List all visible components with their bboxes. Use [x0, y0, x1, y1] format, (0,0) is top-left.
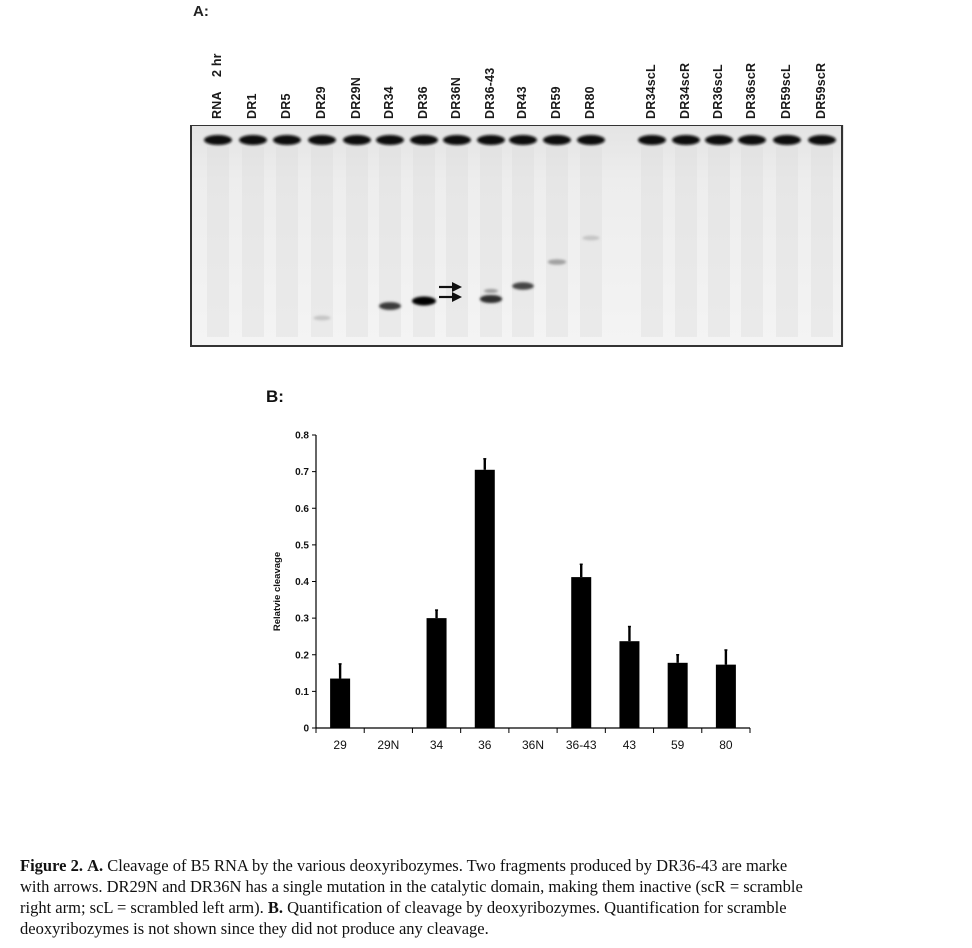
y-tick-label: 0.5 — [295, 540, 309, 552]
panel-a-label: A: — [193, 3, 209, 20]
lane-label-8: DR36-43 — [483, 67, 497, 119]
gel-lane-smear — [207, 147, 229, 337]
gel-lane-smear — [675, 147, 697, 337]
bar-43 — [619, 641, 639, 728]
x-tick-label: 80 — [719, 738, 733, 752]
caption-a-text: Cleavage of B5 RNA by the various deoxyribozymes. Two fragments produced by DR36-43 are marke — [103, 856, 788, 875]
lane-label-5: DR34 — [382, 86, 396, 119]
x-tick-label: 36N — [521, 738, 545, 752]
gel-main-band — [343, 135, 371, 145]
gel-main-band — [672, 135, 700, 145]
gel-lane-labels — [0, 0, 972, 125]
y-tick-label: 0.1 — [295, 686, 309, 698]
gel-lane-smear — [641, 147, 663, 337]
lane-label-9: DR43 — [515, 86, 529, 119]
gel-image — [190, 125, 844, 347]
gel-main-band — [509, 135, 537, 145]
gel-lane-smear — [242, 147, 264, 337]
lane-label-3: DR29 — [314, 86, 328, 119]
gel-main-band — [443, 135, 471, 145]
y-axis-label: Relatvie cleavage — [272, 551, 283, 632]
gel-lane-smear — [512, 147, 534, 337]
gel-cleavage-band — [548, 259, 566, 265]
gel-lane-smear — [580, 147, 602, 337]
lane-label-0: RNA — [210, 91, 224, 119]
caption-a-label: A. — [87, 856, 104, 875]
bar-34 — [427, 618, 447, 728]
y-tick-label: 0.6 — [295, 503, 309, 515]
lane-label-15: DR36scR — [744, 62, 758, 119]
figure-caption — [20, 855, 972, 939]
gel-cleavage-band — [313, 316, 330, 321]
gel-cleavage-band-upper — [484, 289, 498, 293]
gel-cleavage-band — [480, 295, 502, 303]
gel-cleavage-band — [379, 302, 401, 310]
x-tick-label: 34 — [429, 738, 444, 752]
gel-main-band — [808, 135, 836, 145]
gel-cleavage-band — [582, 236, 599, 241]
x-tick-label: 36-43 — [565, 738, 597, 752]
x-tick-label: 59 — [670, 738, 685, 752]
gel-cleavage-band — [412, 297, 436, 306]
gel-main-band — [543, 135, 571, 145]
caption-line-3-pre: right arm; scL = scrambled left arm). — [20, 898, 268, 917]
gel-lane-smear — [346, 147, 368, 337]
caption-line-4: deoxyribozymes is not shown since they did not produce any cleavage. — [20, 919, 489, 938]
caption-line-3-post: Quantification of cleavage by deoxyribozymes. Quantification for scramble — [283, 898, 787, 917]
gel-lane-smear — [413, 147, 435, 337]
x-tick-label: 29 — [333, 738, 347, 752]
gel-main-band — [773, 135, 801, 145]
lane-label-14: DR36scL — [711, 64, 725, 119]
lane-label-12: DR34scL — [644, 64, 658, 119]
gel-main-band — [308, 135, 336, 145]
y-tick-label: 0.2 — [295, 650, 309, 662]
y-tick-label: 0.8 — [295, 430, 309, 442]
y-tick-label: 0 — [303, 723, 309, 735]
caption-b-label: B. — [267, 898, 283, 917]
gel-lane-smear — [741, 147, 763, 337]
bar-59 — [668, 663, 688, 728]
caption-line-1 — [20, 855, 972, 876]
lane-label-4: DR29N — [349, 77, 363, 119]
y-tick-label: 0.4 — [295, 577, 309, 588]
caption-line-3 — [20, 897, 972, 918]
bar-36-43 — [571, 577, 591, 728]
gel-main-band — [738, 135, 766, 145]
caption-fig-label: Figure 2. — [20, 856, 83, 875]
lane-label-0-time: 2 hr — [210, 53, 224, 77]
gel-main-band — [204, 135, 232, 145]
y-tick-label: 0.7 — [295, 467, 309, 479]
gel-cleavage-band — [512, 282, 534, 290]
gel-lane-smear — [546, 147, 568, 337]
lane-label-6: DR36 — [416, 86, 430, 119]
bar-chart — [262, 420, 762, 770]
gel-lane-smear — [446, 147, 468, 337]
x-tick-label: 43 — [622, 738, 637, 752]
gel-lane-smear — [776, 147, 798, 337]
lane-label-7: DR36N — [449, 77, 463, 119]
gel-main-band — [638, 135, 666, 145]
bar-36 — [475, 470, 495, 728]
gel-main-band — [376, 135, 404, 145]
panel-b-label: B: — [266, 387, 284, 406]
bar-80 — [716, 665, 736, 728]
gel-main-band — [239, 135, 267, 145]
gel-lane-smear — [708, 147, 730, 337]
lane-label-17: DR59scR — [814, 62, 828, 119]
lane-label-10: DR59 — [549, 86, 563, 119]
y-tick-label: 0.3 — [295, 613, 309, 625]
gel-main-band — [477, 135, 505, 145]
gel-lane-smear — [276, 147, 298, 337]
lane-label-16: DR59scL — [779, 64, 793, 119]
gel-lane-smear — [480, 147, 502, 337]
lane-label-13: DR34scR — [678, 62, 692, 119]
caption-line-2: with arrows. DR29N and DR36N has a single mutation in the catalytic domain, making them inactive (scR = scramble — [20, 877, 803, 896]
lane-label-1: DR1 — [245, 93, 259, 119]
gel-main-band — [410, 135, 438, 145]
gel-main-band — [273, 135, 301, 145]
gel-lane-smear — [311, 147, 333, 337]
lane-label-2: DR5 — [279, 93, 293, 119]
gel-main-band — [705, 135, 733, 145]
gel-lane-smear — [811, 147, 833, 337]
lane-label-11: DR80 — [583, 86, 597, 119]
gel-main-band — [577, 135, 605, 145]
x-tick-label: 29N — [377, 738, 400, 752]
x-tick-label: 36 — [478, 738, 492, 752]
bar-29 — [330, 679, 350, 728]
